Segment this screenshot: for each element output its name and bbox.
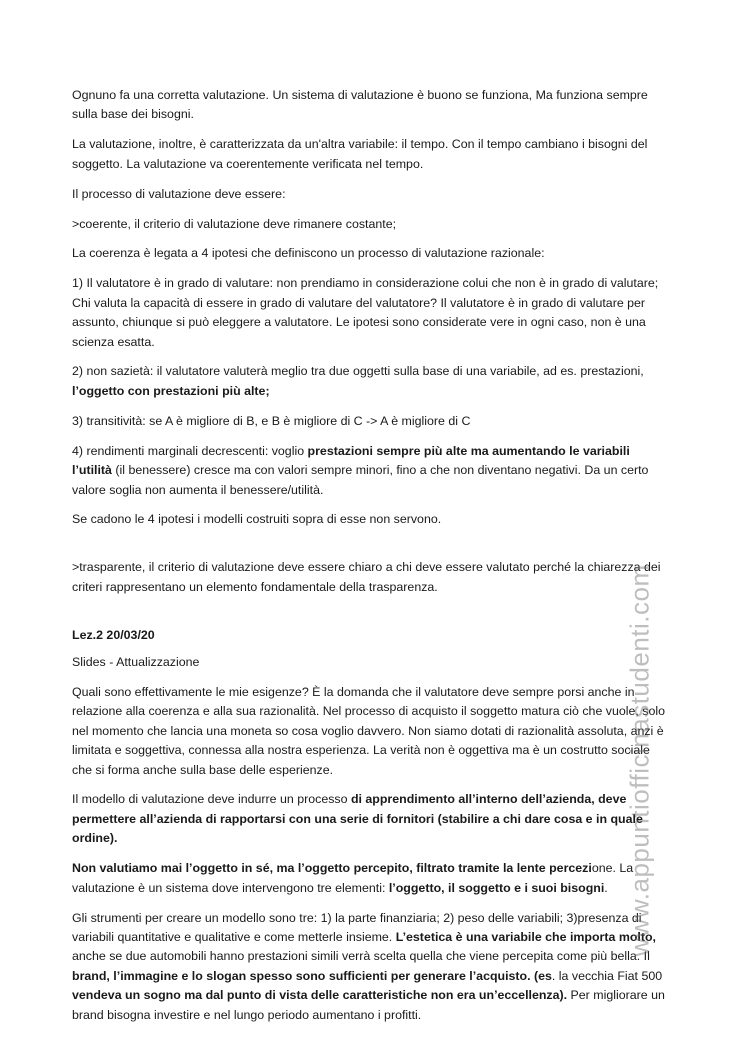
text-run: 2) non sazietà: il valutatore valuterà meglio tra due oggetti sulla base di una variabile, ad es. prestazioni, xyxy=(72,364,644,379)
bold-text: L’estetica è una variabile che importa molto, xyxy=(395,929,656,944)
paragraph xyxy=(72,244,672,263)
text-run: Slides - Attualizzazione xyxy=(72,655,200,670)
paragraph xyxy=(72,86,672,125)
paragraph xyxy=(72,362,672,401)
bold-text: Non valutiamo mai l’oggetto in sé, ma l’oggetto percepito, filtrato tramite la lente percezi xyxy=(72,861,592,876)
text-run: 1) Il valutatore è in grado di valutare: non prendiamo in considerazione colui che non è in grado di valutare; Chi valuta la capacità di essere in grado di valutare del valutatore? Il valutatore è in grado di valutare per assunto, chiunque si può eleggere a valutatore. Le ipotesi sono considerate vere in ogni caso, non è una scienza esatta. xyxy=(72,276,659,349)
paragraph xyxy=(72,558,672,597)
bold-text: brand, l’immagine e lo slogan spesso sono sufficienti per generare l’acquisto. (es xyxy=(72,968,552,983)
paragraph xyxy=(72,653,672,672)
paragraph xyxy=(72,185,672,204)
text-run: one. La valutazione è un sistema dove intervengono tre elementi: xyxy=(72,861,634,895)
bold-text: l’oggetto con prestazioni più alte; xyxy=(72,383,270,398)
bold-text: Lez.2 20/03/20 xyxy=(72,627,155,642)
text-run: Il modello di valutazione deve indurre un processo xyxy=(72,792,351,807)
text-run: La valutazione, inoltre, è caratterizzata da un'altra variabile: il tempo. Con il tempo cambiano i bisogni del soggetto. La valutazione va coerentemente verificata nel tempo. xyxy=(72,137,648,171)
paragraph xyxy=(72,215,672,234)
text-run: Gli strumenti per creare un modello sono tre: 1) la parte finanziaria; 2) peso delle variabili; 3)presenza di variabili quantitative e qualitative e come metterle insieme. xyxy=(72,910,642,944)
text-run: (il benessere) cresce ma con valori sempre minori, fino a che non diventano negativi. Da un certo valore soglia non aumenta il benessere/utilità. xyxy=(72,463,649,497)
text-run: anche se due automobili hanno prestazioni simili verrà scelta quella che viene percepita come più bella. Il xyxy=(72,949,650,964)
paragraph xyxy=(72,859,672,898)
text-run: >trasparente, il criterio di valutazione deve essere chiaro a chi deve essere valutato perché la chiarezza dei criteri rappresentano un elemento fondamentale della trasparenza. xyxy=(72,560,661,594)
paragraph xyxy=(72,412,672,431)
watermark xyxy=(612,560,668,960)
text-run: >coerente, il criterio di valutazione deve rimanere costante; xyxy=(72,216,397,231)
text-run: La coerenza è legata a 4 ipotesi che definiscono un processo di valutazione razionale: xyxy=(72,246,545,261)
bold-text: l’oggetto, il soggetto e i suoi bisogni xyxy=(388,880,605,895)
text-run: 4) rendimenti marginali decrescenti: voglio xyxy=(72,443,308,458)
text-run: 3) transitività: se A è migliore di B, e B è migliore di C -> A è migliore di C xyxy=(72,413,471,428)
paragraph xyxy=(72,135,672,174)
paragraph xyxy=(72,683,672,780)
text-run: Ognuno fa una corretta valutazione. Un sistema di valutazione è buono se funziona, Ma funziona sempre sulla base dei bisogni. xyxy=(72,88,648,122)
text-run: . la vecchia Fiat 500 xyxy=(551,968,663,983)
text-run: . xyxy=(604,880,608,895)
paragraph xyxy=(72,510,672,529)
bold-text: vendeva un sogno ma dal punto di vista delle caratteristiche non era un’eccellenza). xyxy=(72,988,568,1003)
paragraph-spacer xyxy=(72,608,672,626)
document-body xyxy=(72,86,672,1035)
bold-text: prestazioni sempre più alte ma aumentando le variabili l’utilità xyxy=(72,443,630,478)
text-run: Se cadono le 4 ipotesi i modelli costruiti sopra di esse non servono. xyxy=(72,512,442,527)
text-run: Quali sono effettivamente le mie esigenze? È la domanda che il valutatore deve sempre porsi anche in relazione alla coerenza e alla sua razionalità. Nel processo di acquisto il soggetto matura ciò che vuole, solo nel momento che lancia una moneta so cosa voglio davvero. Non siamo dotati di razionalità assoluta, anzi è limitata e soggettiva, connessa alla nostra esperienza. La verità non è oggettiva ma è un costrutto sociale che si forma anche sulla base delle esperienze. xyxy=(72,684,666,777)
text-run: Il processo di valutazione deve essere: xyxy=(72,186,286,201)
paragraph xyxy=(72,442,672,500)
paragraph xyxy=(72,909,672,1025)
paragraph xyxy=(72,274,672,352)
text-run: Per migliorare un brand bisogna investire e nel lungo periodo aumentano i profitti. xyxy=(72,988,665,1022)
bold-text: di apprendimento all’interno dell’azienda, deve permettere all’azienda di rapportarsi con una serie di fornitori (stabilire a chi dare cosa e in quale ordine). xyxy=(72,792,643,846)
watermark-text: www.appuntiofficinastudenti.com xyxy=(624,563,655,957)
paragraph xyxy=(72,790,672,848)
section-heading xyxy=(72,626,672,645)
paragraph-spacer xyxy=(72,540,672,558)
